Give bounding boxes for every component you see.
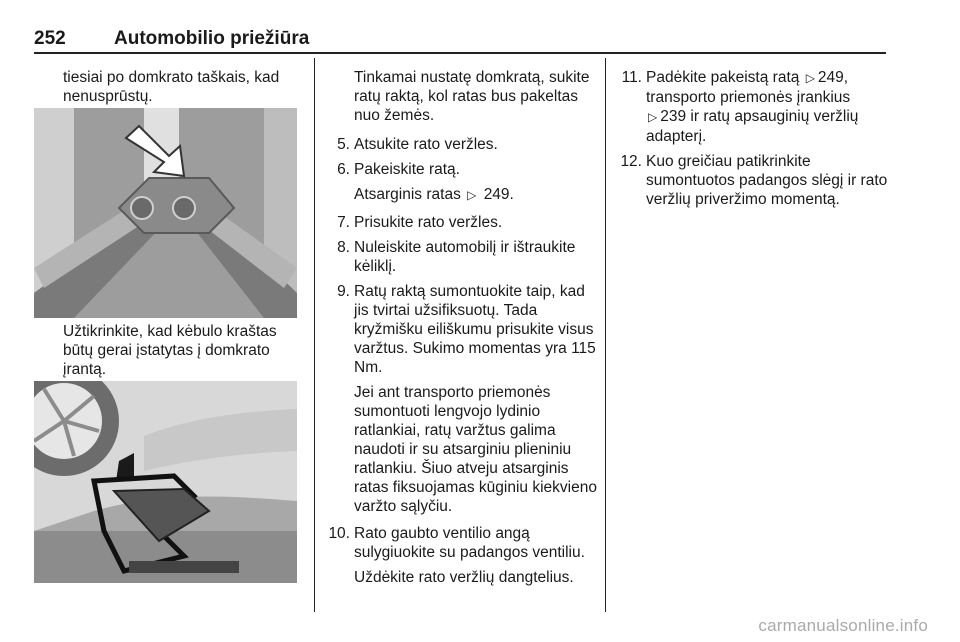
step-text: Rato gaubto ventilio angą sulygiuokite su padangos ventiliu.: [354, 525, 585, 561]
step-12: [612, 152, 888, 209]
step-6: [320, 160, 598, 179]
step-11-ref-b[interactable]: 239 ir ratų apsauginių veržlių adapterį.: [646, 108, 859, 145]
step-text: Nuleiskite automobilį ir ištraukite kėliklį.: [354, 239, 576, 275]
jack-placement-figure: [34, 381, 297, 583]
step-8: [320, 238, 598, 276]
step-9: [320, 282, 598, 377]
step-number: 11.: [621, 69, 642, 86]
step-text: Prisukite rato veržles.: [354, 214, 503, 231]
page-header: [34, 28, 886, 50]
jack-placement-illustration: [34, 381, 297, 583]
jack-point-illustration: [34, 108, 297, 318]
reference-arrow-icon[interactable]: ▷: [805, 71, 815, 85]
column3-text: [612, 68, 888, 215]
step-7: [320, 213, 598, 232]
column1-caption: Užtikrinkite, kad kėbulo kraštas būtų gerai įstatytas į domkrato įrantą.: [63, 323, 277, 378]
page-title: Automobilio priežiūra: [114, 28, 310, 49]
header-rule: [34, 52, 886, 54]
column-divider-1: [314, 58, 315, 612]
step-number: 10.: [328, 525, 350, 542]
step-11-text-b: transporto priemonės įrankius: [646, 89, 851, 106]
spare-wheel-ref-label: Atsarginis ratas: [354, 186, 461, 203]
jack-point-figure: [34, 108, 297, 318]
watermark: carmanualsonline.info: [758, 616, 928, 635]
step-11-text-a: Padėkite pakeistą ratą: [646, 69, 800, 86]
step-number: 5.: [337, 136, 350, 153]
step-10-note: Uždėkite rato veržlių dangtelius.: [354, 569, 574, 586]
step-text: [646, 68, 888, 146]
column1-intro: tiesiai po domkrato taškais, kad nenusprūstų.: [63, 69, 280, 105]
step-5: [320, 135, 598, 154]
step-11-ref-a[interactable]: 249,: [817, 69, 849, 86]
step-number: 6.: [337, 161, 350, 178]
step-number: 8.: [337, 239, 350, 256]
step-text: Kuo greičiau patikrinkite sumontuotos padangos slėgį ir rato veržlių priveržimo momentą.: [646, 153, 888, 208]
step-text: Ratų raktą sumontuokite taip, kad jis tvirtai užsifiksuotų. Tada kryžmišku eiliškumu prisukite visus varžtus. Sukimo momentas yra 115 Nm.: [354, 283, 596, 376]
step-number: 12.: [620, 153, 642, 170]
step-text: Pakeiskite ratą.: [354, 161, 460, 178]
step-text: Atsukite rato veržles.: [354, 136, 498, 153]
reference-arrow-icon[interactable]: ▷: [648, 110, 658, 124]
step-11: [612, 68, 888, 146]
column2-text: [320, 68, 598, 595]
column2-lead: Tinkamai nustatę domkratą, sukite ratų raktą, kol ratas bus pakeltas nuo žemės.: [354, 69, 590, 124]
step-9-note: Jei ant transporto priemonės sumontuoti lengvojo lydinio ratlankiai, ratų varžtus galima naudoti ir su atsarginiu plieniniu ratlankiu. Šiuo atveju atsarginis ratas fiksuojamas kūginiu kiekvieno varžto sąlyčiu.: [354, 384, 597, 515]
step-6-note: [320, 185, 598, 205]
reference-arrow-icon[interactable]: ▷: [467, 188, 477, 202]
step-number: 7.: [337, 214, 350, 231]
spare-wheel-ref-page[interactable]: 249.: [483, 186, 514, 203]
column-divider-2: [605, 58, 606, 612]
step-number: 9.: [337, 283, 350, 300]
step-10: [320, 524, 598, 562]
page-number: 252: [34, 28, 66, 49]
